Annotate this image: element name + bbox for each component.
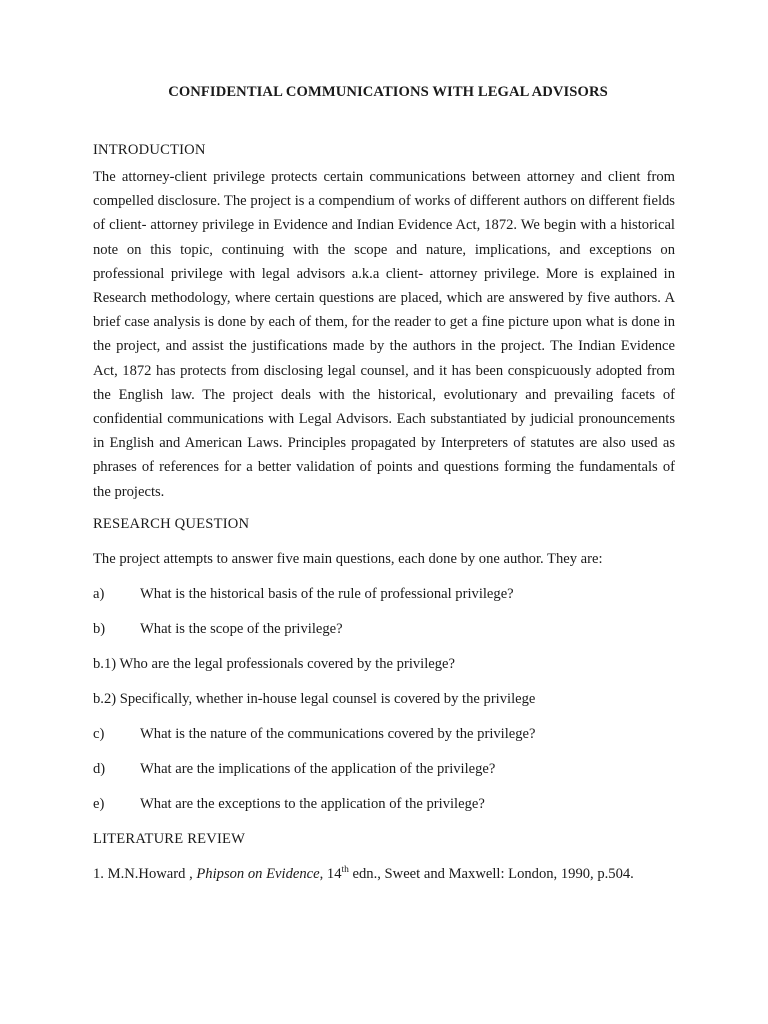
entry-work-title: Phipson on Evidence [196,865,320,882]
question-a [93,585,675,603]
entry-publication: edn., Sweet and Maxwell: London, 1990, p.504. [352,865,634,882]
entry-number: 1. [93,865,104,882]
question-b2: b.2) Specifically, whether in-house legal counsel is covered by the privilege [93,690,536,707]
question-label: a) [93,585,105,602]
question-label: b) [93,620,106,637]
question-label: d) [93,760,106,777]
question-text: What are the exceptions to the application of the privilege? [140,795,485,812]
question-b1: b.1) Who are the legal professionals covered by the privilege? [93,655,456,672]
document-page [93,84,675,883]
introduction-heading: INTRODUCTION [93,142,206,158]
introduction-paragraph: The attorney-client privilege protects certain communications between attorney and client from compelled disclosure. The project is a compendium of works of different authors on different fields of client- attorney privilege in Evidence and Indian Evidence Act, 1872. We begin with a historical note on this topic, continuing with the scope and nature, implications, and exceptions on professional privilege with legal advisors a.k.a client- attorney privilege. More is explained in Research methodology, where certain questions are placed, which are answered by five authors. A brief case analysis is done by each of them, for the reader to get a fine picture upon what is done in the project, and assist the justifications made by the authors in the project. The Indian Evidence Act, 1872 has protects from disclosing legal counsel, and it has been conspicuously adopted from the English law. The project deals with the historical, evolutionary and prevailing facets of confidential communications with Legal Advisors. Each substantiated by judicial pronouncements in English and American Laws. Principles propagated by Interpreters of statutes are also used as phrases of references for a better validation of points and questions forming the fundamentals of the projects. [93,169,675,500]
question-text: What is the historical basis of the rule of professional privilege? [140,585,514,602]
document-title: CONFIDENTIAL COMMUNICATIONS WITH LEGAL ADVISORS [168,84,608,100]
entry-edition-number: 14 [326,865,342,882]
question-c [93,725,675,743]
question-label: e) [93,795,105,812]
literature-review-heading: LITERATURE REVIEW [93,830,246,847]
research-question-heading: RESEARCH QUESTION [93,515,250,532]
question-text: What are the implications of the application of the privilege? [140,760,496,777]
question-text: What is the nature of the communications covered by the privilege? [140,725,536,742]
literature-entry: 1. M.N.Howard , Phipson on Evidence, 14th edn., Sweet and Maxwell: London, 1990, p.504. [93,864,634,882]
question-e [93,795,675,813]
question-d [93,760,675,778]
question-b [93,620,675,638]
entry-author: M.N.Howard , [107,865,193,882]
research-question-intro: The project attempts to answer five main questions, each done by one author. They are: [93,550,603,567]
question-label: c) [93,725,105,742]
entry-edition-suffix: th [341,864,349,875]
question-text: What is the scope of the privilege? [140,620,343,637]
